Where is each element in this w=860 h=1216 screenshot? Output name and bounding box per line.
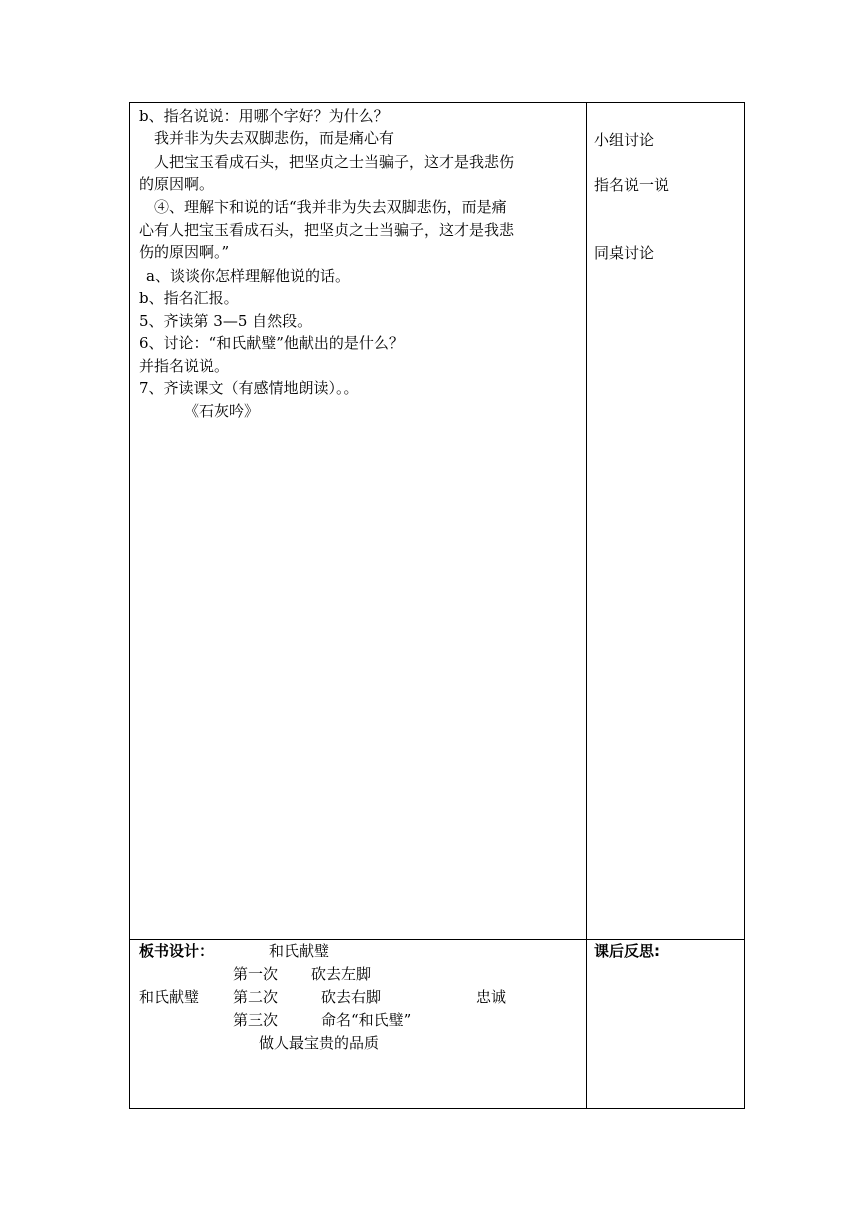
board-row-2-time: 第二次 xyxy=(233,988,279,1006)
board-row-1-time: 第一次 xyxy=(233,965,279,983)
board-row-2-event: 砍去右脚 xyxy=(321,988,382,1006)
board-summary: 做人最宝贵的品质 xyxy=(259,1034,380,1052)
column-divider xyxy=(586,103,587,1108)
board-virtue: 忠诚 xyxy=(476,988,507,1006)
process-line-4: 的原因啊。 xyxy=(139,175,215,193)
board-row-1-event: 砍去左脚 xyxy=(311,965,372,983)
process-line-8: a、谈谈你怎样理解他说的话。 xyxy=(146,267,350,285)
process-line-11: 6、讨论：“和氏献璧”他献出的是什么？ xyxy=(139,334,404,352)
process-line-3: 人把宝玉看成石头，把坚贞之士当骗子，这才是我悲伤 xyxy=(154,153,515,171)
process-line-6: 心有人把宝玉看成石头，把坚贞之士当骗子，这才是我悲 xyxy=(139,221,515,239)
process-line-14: 《石灰吟》 xyxy=(184,402,260,420)
process-line-13: 7、齐读课文（有感情地朗读）。。 xyxy=(139,379,359,397)
board-design-title: 和氏献璧 xyxy=(269,942,330,960)
process-line-2: 我并非为失去双脚悲伤，而是痛心有 xyxy=(154,129,395,147)
board-design-label: 板书设计： xyxy=(139,942,215,960)
board-left-title: 和氏献璧 xyxy=(139,988,200,1006)
activity-item-2: 指名说一说 xyxy=(594,176,670,194)
process-line-9: b、指名汇报。 xyxy=(139,289,239,307)
activity-item-1: 小组讨论 xyxy=(594,131,655,149)
process-line-7: 伤的原因啊。” xyxy=(139,243,230,261)
process-line-1: b、指名说说：用哪个字好？为什么？ xyxy=(139,107,389,125)
process-line-5: ④、理解卞和说的话“我并非为失去双脚悲伤，而是痛 xyxy=(154,198,507,216)
board-row-3-time: 第三次 xyxy=(233,1011,279,1029)
process-line-10: 5、齐读第 3—5 自然段。 xyxy=(139,312,313,330)
activity-item-3: 同桌讨论 xyxy=(594,244,655,262)
process-line-12: 并指名说说。 xyxy=(139,357,230,375)
board-row-3-event: 命名“和氏璧” xyxy=(321,1011,412,1029)
reflection-label: 课后反思: xyxy=(594,942,660,960)
